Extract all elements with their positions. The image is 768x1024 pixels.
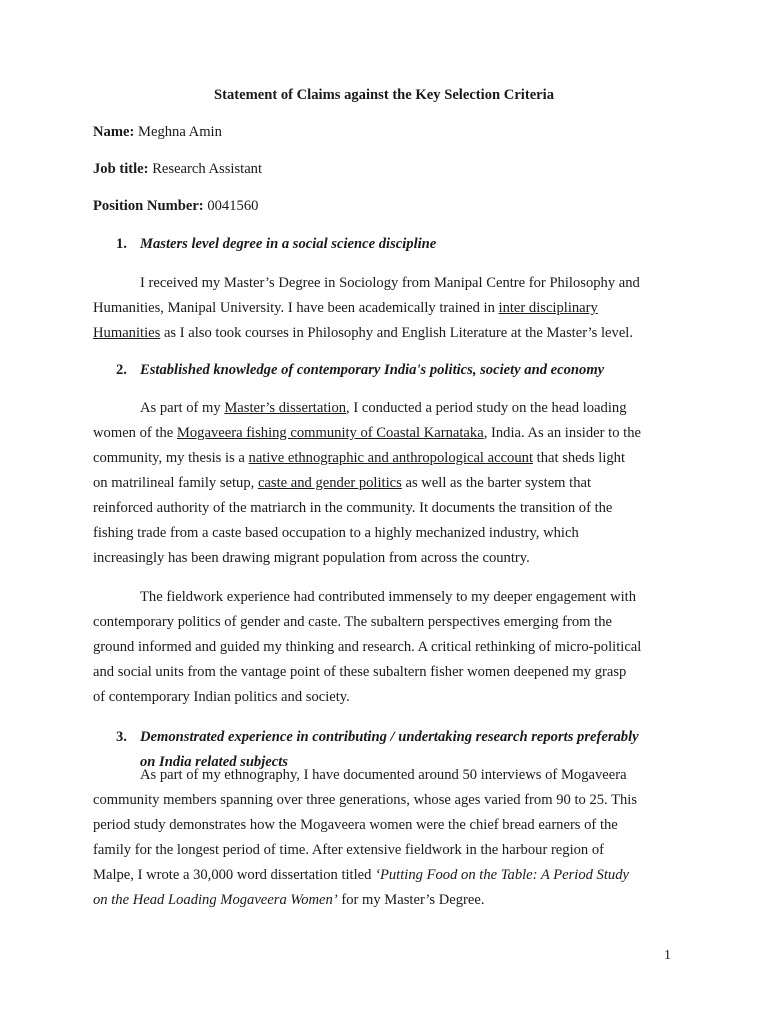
section-2-p1-line-1-a: As part of my: [140, 400, 225, 416]
section-2-p1-line-4-b: as well as the barter system that: [401, 475, 592, 491]
name-field: [93, 124, 222, 141]
section-1-line-2-underlined: inter disciplinary: [498, 300, 598, 316]
section-2-p1-line-3-a: community, my thesis is a: [93, 450, 249, 466]
name-label: Name:: [93, 124, 135, 140]
section-1-line-2-text: Humanities, Manipal University. I have been academically trained in: [93, 300, 499, 316]
job-title-field: [93, 161, 262, 178]
section-2-p1-line-3-underlined: native ethnographic and anthropological account: [248, 450, 534, 466]
name-value: Meghna Amin: [138, 124, 222, 140]
section-1-line-1: I received my Master’s Degree in Sociology from Manipal Centre for Philosophy and: [140, 275, 640, 291]
section-2-p1-line-2-a: women of the: [93, 425, 177, 441]
section-2-p1-line-4-a: on matrilineal family setup,: [93, 475, 258, 491]
page-number: 1: [664, 948, 671, 963]
section-3-line-3: period study demonstrates how the Mogaveera women were the chief bread earners of the: [93, 817, 618, 833]
section-3-line-2: community members spanning over three generations, whose ages varied from 90 to 25. This: [93, 792, 638, 808]
section-2-p1-line-4: [93, 471, 675, 496]
section-1-heading: [116, 236, 436, 253]
section-2-paragraph-1: [93, 396, 675, 571]
section-3-line-5-text: Malpe, I wrote a 30,000 word dissertation titled: [93, 867, 376, 883]
section-2-number: 2.: [116, 362, 127, 378]
section-2-p1-line-6: fishing trade from a caste based occupation to a highly mechanized industry, which: [93, 525, 579, 541]
position-number-label: Position Number:: [93, 198, 204, 214]
section-1-number: 1.: [116, 236, 127, 252]
section-2-p1-line-1-b: , I conducted a period study on the head loading: [346, 400, 627, 416]
section-2-heading: [116, 362, 604, 379]
job-title-label: Job title:: [93, 161, 149, 177]
section-3-heading-line-1: Demonstrated experience in contributing / undertaking research reports preferably: [140, 729, 639, 745]
section-1-line-3-text: as I also took courses in Philosophy and English Literature at the Master’s level.: [160, 325, 634, 341]
section-3-line-5-italic: ‘Putting Food on the Table: A Period Study: [375, 867, 629, 883]
section-1-heading-text: Masters level degree in a social science discipline: [140, 236, 437, 252]
section-2-p2-line-2: contemporary politics of gender and caste. The subaltern perspectives emerging from the: [93, 614, 612, 630]
section-3-line-1: As part of my ethnography, I have documented around 50 interviews of Mogaveera: [140, 767, 627, 783]
section-2-p1-line-1: [93, 396, 675, 421]
section-3-line-6-italic: on the Head Loading Mogaveera Women’: [93, 892, 338, 908]
section-3-line-6: [93, 888, 675, 913]
section-3-line-4: family for the longest period of time. After extensive fieldwork in the harbour region of: [93, 842, 605, 858]
section-2-p1-line-3: [93, 446, 675, 471]
section-3-heading-line-2: on India related subjects: [140, 754, 288, 770]
position-number-field: [93, 198, 258, 215]
section-2-p2-line-1: The fieldwork experience had contributed immensely to my deeper engagement with: [140, 589, 637, 605]
section-1-paragraph: [93, 271, 675, 346]
section-2-p2-line-5: of contemporary Indian politics and society.: [93, 689, 350, 705]
section-2-p1-line-2-b: , India. As an insider to the: [483, 425, 641, 441]
section-2-p1-line-3-b: that sheds light: [533, 450, 626, 466]
section-3-line-6-text: for my Master’s Degree.: [337, 892, 485, 908]
section-2-p2-line-4: and social units from the vantage point of these subaltern fisher women deepened my grasp: [93, 664, 627, 680]
section-1-line-2: [93, 296, 675, 321]
document-title: Statement of Claims against the Key Selection Criteria: [213, 87, 555, 103]
section-2-p1-line-2: [93, 421, 675, 446]
job-title-value: Research Assistant: [152, 161, 263, 177]
section-1-line-3: [93, 321, 675, 346]
section-2-p1-line-5: reinforced authority of the matriarch in the community. It documents the transition of the: [93, 500, 613, 516]
section-3-line-5: [93, 863, 675, 888]
section-2-p1-line-2-underlined: Mogaveera fishing community of Coastal Karnataka: [176, 425, 484, 441]
section-3-number: 3.: [116, 729, 127, 745]
section-2-p1-line-1-underlined: Master’s dissertation: [224, 400, 347, 416]
section-3-paragraph: [93, 763, 675, 913]
section-2-p2-line-3: ground informed and guided my thinking and research. A critical rethinking of micro-political: [93, 639, 642, 655]
section-2-paragraph-2: [93, 585, 675, 710]
section-1-line-3-underlined: Humanities: [93, 325, 161, 341]
section-2-p1-line-7: increasingly has been drawing migrant population from across the country.: [93, 550, 530, 566]
position-number-value: 0041560: [207, 198, 259, 214]
section-2-heading-text: Established knowledge of contemporary India's politics, society and economy: [140, 362, 605, 378]
section-2-p1-line-4-underlined: caste and gender politics: [257, 475, 402, 491]
